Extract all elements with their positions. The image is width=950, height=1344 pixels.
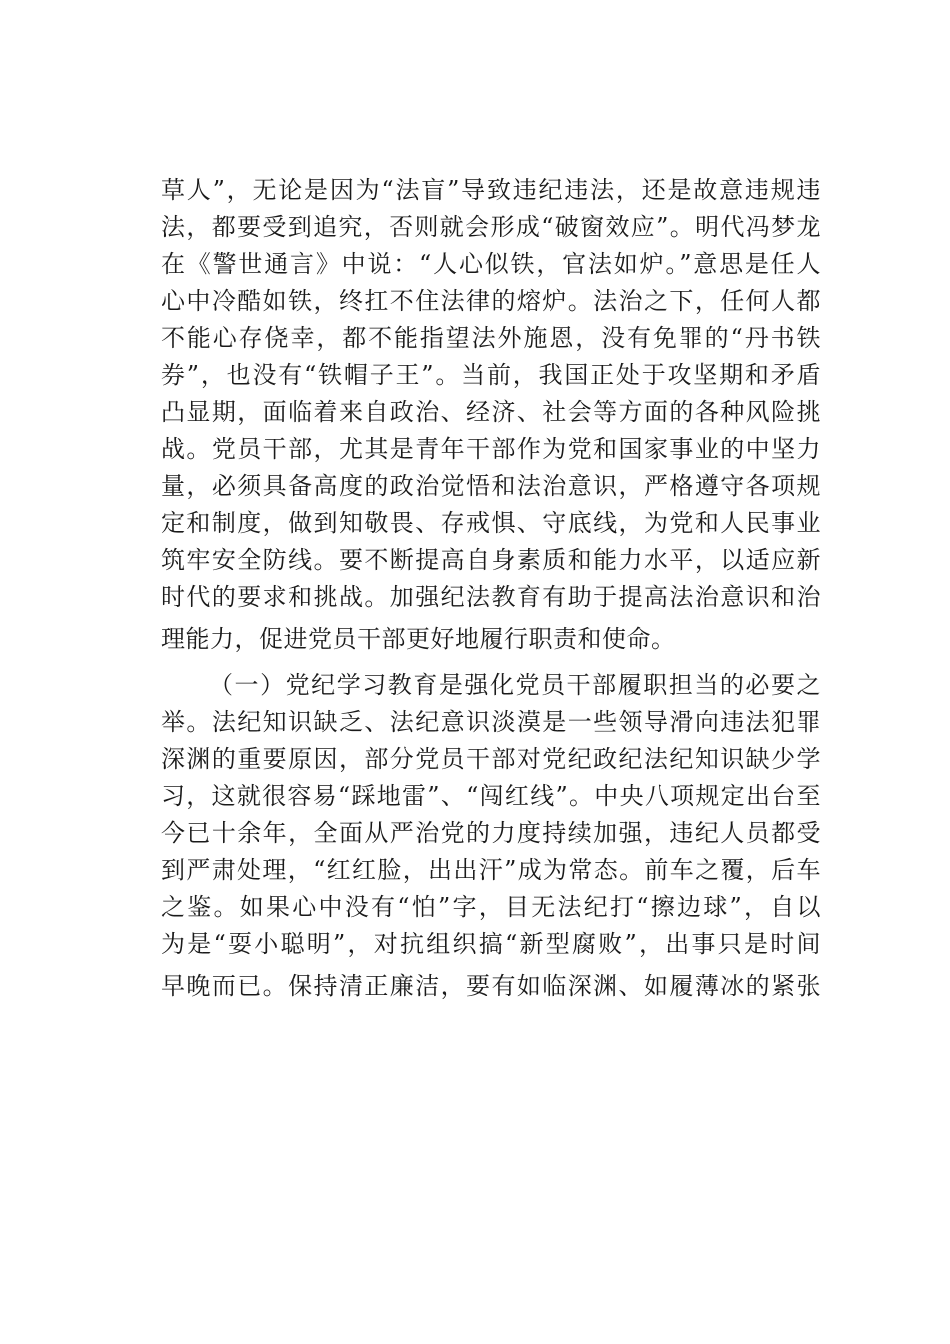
text-line: 战。党员干部，尤其是青年干部作为党和国家事业的中坚力 bbox=[161, 435, 821, 463]
text-line: （一）党纪学习教育是强化党员干部履职担当的必要之 bbox=[209, 671, 821, 699]
text-line: 时代的要求和挑战。加强纪法教育有助于提高法治意识和治 bbox=[161, 583, 821, 611]
text-line: 券”，也没有“铁帽子王”。当前，我国正处于攻坚期和矛盾 bbox=[161, 361, 821, 389]
text-line: 法，都要受到追究，否则就会形成“破窗效应”。明代冯梦龙 bbox=[161, 213, 821, 241]
text-line: 在《警世通言》中说：“人心似铁，官法如炉。”意思是任人 bbox=[161, 250, 821, 278]
text-line: 凸显期，面临着来自政治、经济、社会等方面的各种风险挑 bbox=[161, 398, 821, 426]
text-line: 今已十余年，全面从严治党的力度持续加强，违纪人员都受 bbox=[161, 819, 821, 847]
text-line: 理能力，促进党员干部更好地履行职责和使命。 bbox=[161, 625, 676, 653]
text-line: 定和制度，做到知敬畏、存戒惧、守底线，为党和人民事业 bbox=[161, 509, 821, 537]
text-line: 心中冷酷如铁，终扛不住法律的熔炉。法治之下，任何人都 bbox=[161, 287, 821, 315]
text-line: 不能心存侥幸，都不能指望法外施恩，没有免罪的“丹书铁 bbox=[161, 324, 821, 352]
text-line: 量，必须具备高度的政治觉悟和法治意识，严格遵守各项规 bbox=[161, 472, 821, 500]
text-line: 深渊的重要原因，部分党员干部对党纪政纪法纪知识缺少学 bbox=[161, 745, 821, 773]
text-line: 草人”，无论是因为“法盲”导致违纪违法，还是故意违规违 bbox=[161, 176, 821, 204]
text-line: 筑牢安全防线。要不断提高自身素质和能力水平，以适应新 bbox=[161, 546, 821, 574]
text-line: 到严肃处理，“红红脸，出出汗”成为常态。前车之覆，后车 bbox=[161, 856, 821, 884]
text-line: 早晚而已。保持清正廉洁，要有如临深渊、如履薄冰的紧张 bbox=[161, 972, 821, 1000]
text-line: 习，这就很容易“踩地雷”、“闯红线”。中央八项规定出台至 bbox=[161, 782, 821, 810]
text-line: 举。法纪知识缺乏、法纪意识淡漠是一些领导滑向违法犯罪 bbox=[161, 708, 821, 736]
text-line: 之鉴。如果心中没有“怕”字，目无法纪打“擦边球”，自以 bbox=[161, 893, 821, 921]
text-line: 为是“耍小聪明”，对抗组织搞“新型腐败”，出事只是时间 bbox=[161, 930, 821, 958]
